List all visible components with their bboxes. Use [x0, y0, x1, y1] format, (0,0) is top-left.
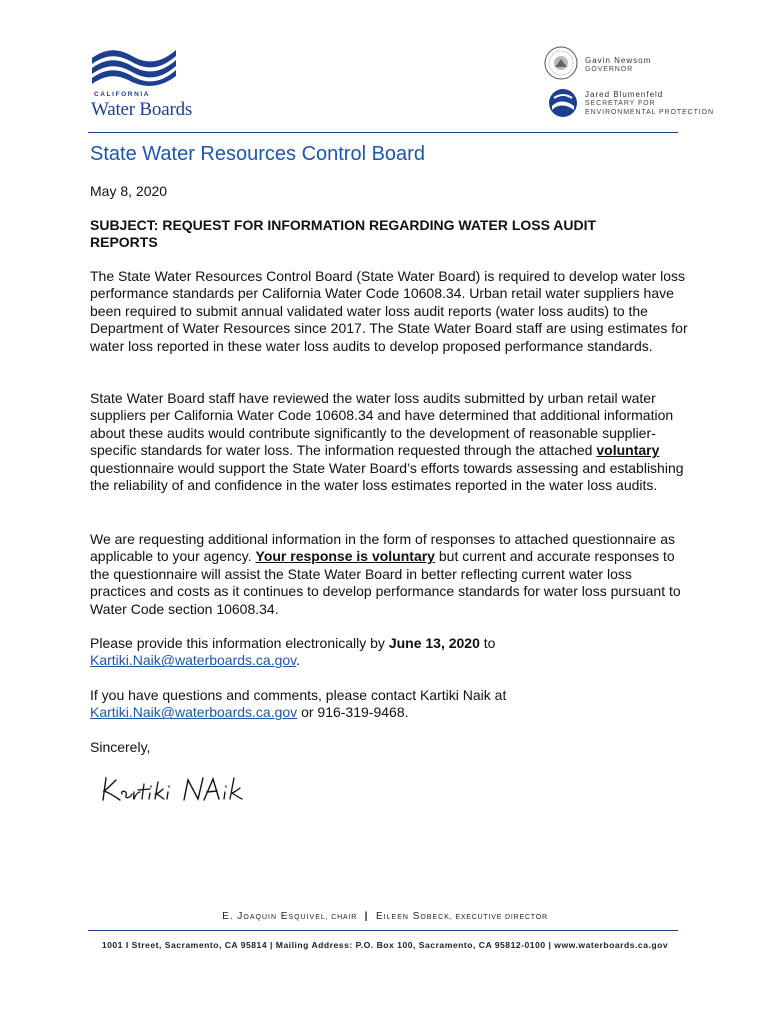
logo-state-label: CALIFORNIA: [94, 91, 151, 98]
header-divider: [88, 132, 678, 133]
governor-block: [585, 56, 651, 74]
footer-divider: [88, 930, 678, 931]
letter-subject: SUBJECT: REQUEST FOR INFORMATION REGARDING WATER LOSS AUDIT REPORTS: [90, 217, 597, 251]
chair-title: , CHAIR: [325, 914, 358, 921]
director-name: Eileen Sobeck: [376, 911, 450, 922]
paragraph-5: [90, 687, 690, 722]
footer-leadership: [0, 911, 770, 922]
secretary-name: Jared Blumenfeld: [585, 90, 664, 99]
deadline-date: June 13, 2020: [388, 635, 480, 651]
governor-name: Gavin Newsom: [585, 56, 652, 65]
board-title: State Water Resources Control Board: [90, 143, 425, 165]
secretary-title-line2: ENVIRONMENTAL PROTECTION: [585, 109, 714, 116]
paragraph-5-text-a: If you have questions and comments, please contact Kartiki Naik at: [90, 687, 507, 703]
voluntary-emphasis: voluntary: [596, 442, 660, 459]
secretary-block: [585, 90, 714, 117]
closing: Sincerely,: [90, 739, 151, 755]
paragraph-5-text-b: or 916-319-9468.: [297, 704, 409, 721]
logo-name: Water Boards: [91, 99, 193, 120]
paragraph-4-text-a: Please provide this information electronically by: [90, 635, 389, 651]
paragraph-4-end: .: [296, 652, 301, 669]
paragraph-3-text-b: but current and accurate responses to the questionnaire will assist the State Water Board in better reflecting current water loss practices and costs as it continues to develop performance standards for water loss pursuant to Water Code section 10608.34.: [90, 548, 681, 617]
paragraph-2-text-a: State Water Board staff have reviewed the water loss audits submitted by urban retail water suppliers per California Water Code 10608.34 and have determined that additional information about these audits would contribute significantly to the development of reasonable supplier-specific standards for water loss. The information requested through the attached: [90, 390, 674, 459]
waves-icon: [92, 44, 176, 88]
secretary-title-line1: SECRETARY FOR: [585, 100, 656, 107]
water-boards-logo: [88, 44, 218, 124]
email-link[interactable]: Kartiki.Naik@waterboards.ca.gov: [90, 652, 297, 669]
chair-name: E. Joaquin Esquivel: [222, 911, 326, 922]
state-seal-icon: [544, 46, 578, 80]
footer-address: 1001 I Street, Sacramento, CA 95814 | Mailing Address: P.O. Box 100, Sacramento, CA 95812-0100 | www.waterboards.ca.gov: [101, 940, 669, 950]
calepa-logo-icon: [548, 88, 578, 118]
paragraph-4-text-b: to: [479, 635, 496, 651]
paragraph-1: The State Water Resources Control Board (State Water Board) is required to develop water loss performance standards per California Water Code 10608.34. Urban retail water suppliers have been required to submit annual validated water loss audit reports (water loss audits) to the Department of Water Resources since 2017. The State Water Board staff are using estimates for water loss reported in these water loss audits to develop proposed performance standards.: [90, 268, 688, 354]
letter-date: May 8, 2020: [90, 183, 168, 199]
paragraph-3-text-a: We are requesting additional information in the form of responses to attached questionnaire as applicable to your agency.: [90, 531, 675, 565]
paragraph-4: [90, 635, 690, 670]
paragraph-2-text-b: questionnaire would support the State Water Board’s efforts towards assessing and establishing the reliability of and confidence in the water loss estimates reported in the water loss audits.: [90, 459, 684, 494]
governor-title: GOVERNOR: [585, 66, 634, 73]
response-voluntary-emphasis: Your response is voluntary: [255, 548, 435, 565]
contact-email-link[interactable]: Kartiki.Naik@waterboards.ca.gov: [90, 704, 298, 721]
handwritten-signature: [100, 772, 270, 812]
paragraph-3: [90, 531, 690, 618]
footer-separator: |: [364, 911, 369, 922]
director-title: , EXECUTIVE DIRECTOR: [449, 914, 548, 921]
paragraph-2: [90, 390, 690, 494]
